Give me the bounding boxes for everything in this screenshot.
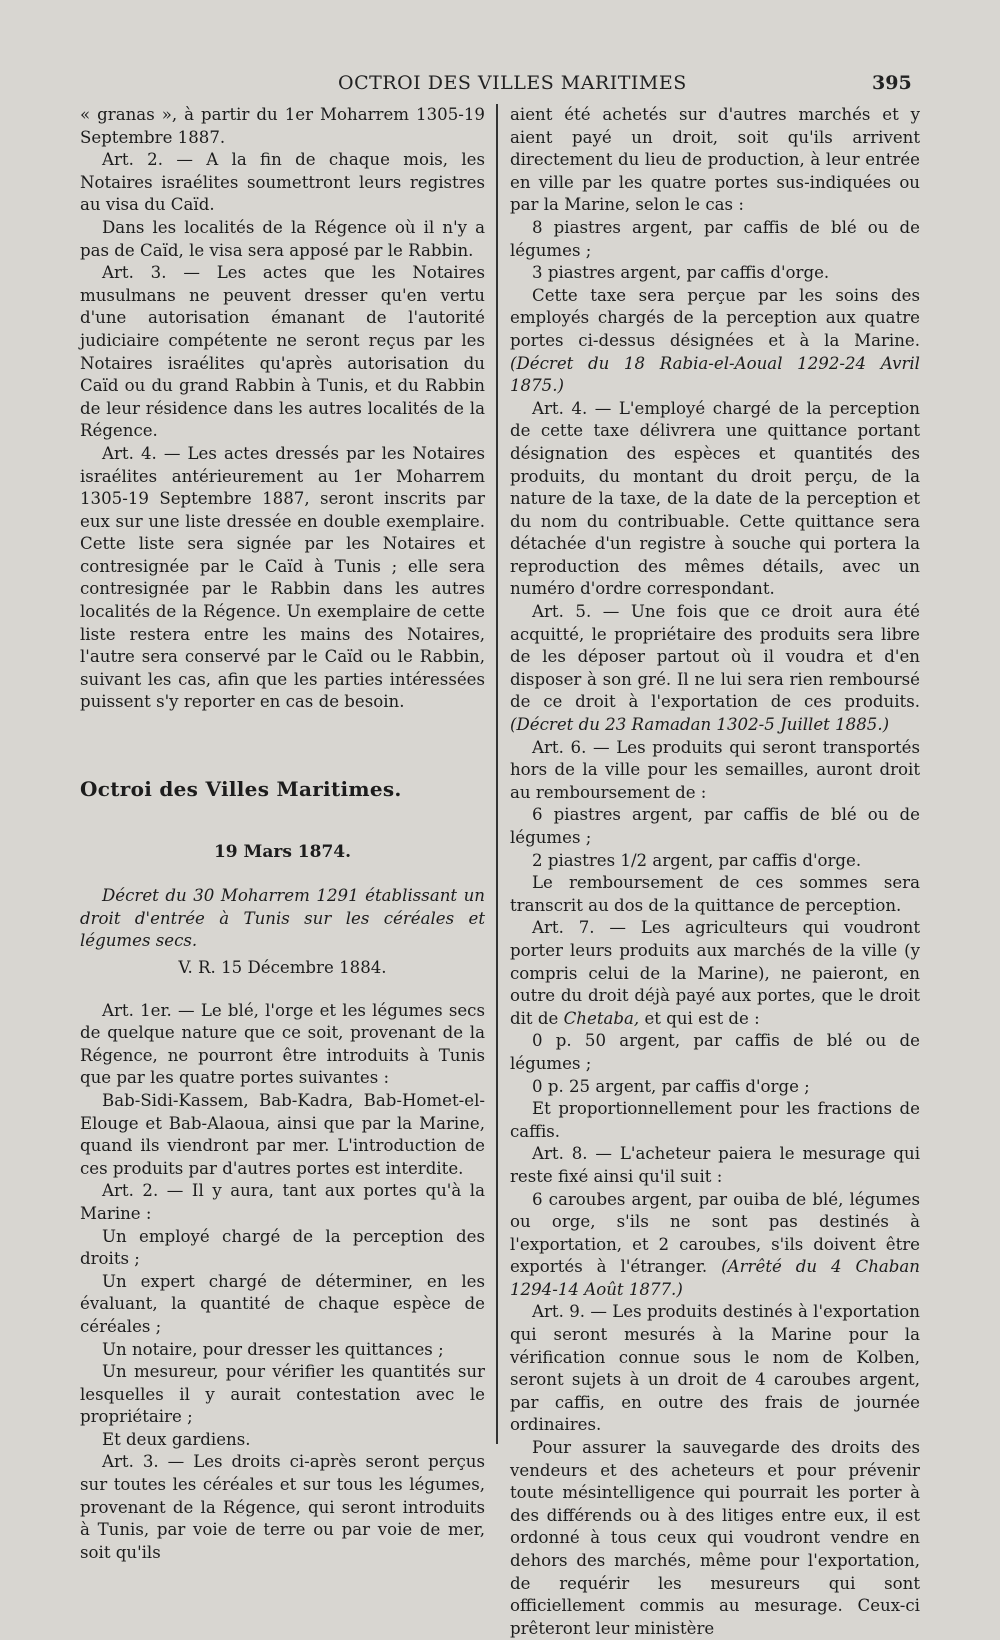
left-column <box>80 104 485 1564</box>
paragraph-text: et qui est de : <box>644 1008 760 1028</box>
legal-reference: (Décret du 23 Ramadan 1302-5 Juillet 1885.) <box>510 715 890 735</box>
paragraph-text: Art. 7. — Les agriculteurs qui voudront porter leurs produits aux marchés de la ville (y compris celui de la Marine), ne paieront, en outre du droit déjà payé aux portes, que le droit dit de <box>510 918 920 1028</box>
paragraph: Dans les localités de la Régence où il n'y a pas de Caïd, le visa sera apposé par le Rabbin. <box>80 217 485 260</box>
list-item: Un notaire, pour dresser les quittances ; <box>102 1339 444 1359</box>
list-item: 8 piastres argent, par caffis de blé ou de légumes ; <box>510 217 920 260</box>
list-item: Et deux gardiens. <box>102 1429 251 1449</box>
decree-date: 19 Mars 1874. <box>213 841 352 862</box>
article-1: Art. 1er. — Le blé, l'orge et les légumes secs de quelque nature que ce soit, provenant de la Régence, ne pourront être introduits à Tunis que par les quatre portes suivantes : <box>80 1000 485 1088</box>
article-2: Art. 2. — Il y aura, tant aux portes qu'à la Marine : <box>80 1181 485 1223</box>
list-item: 3 piastres argent, par caffis d'orge. <box>532 263 830 283</box>
column-divider <box>496 104 498 1444</box>
italic-term: Chetaba, <box>563 1008 640 1028</box>
right-column <box>510 104 920 1640</box>
article-7 <box>510 917 920 1030</box>
list-item: 2 piastres 1/2 argent, par caffis d'orge. <box>532 850 862 870</box>
paragraph: Et proportionnellement pour les fractions de caffis. <box>510 1099 920 1141</box>
article-9: Art. 9. — Les produits destinés à l'exportation qui seront mesurés à la Marine pour la vérification connue sous le nom de Kolben, seront sujets à un droit de 4 caroubes argent, par caffis, en outre des frais de journée ordinaires. <box>510 1302 920 1435</box>
list-item: Un mesureur, pour vérifier les quantités sur lesquelles il y aurait contestation avec le propriétaire ; <box>80 1362 485 1427</box>
legal-reference: (Arrêté du 4 Chaban 1294-14 Août 1877.) <box>510 1257 920 1299</box>
running-head <box>0 72 1000 102</box>
paragraph <box>510 285 920 398</box>
paragraph: « granas », à partir du 1er Moharrem 1305-19 Septembre 1887. <box>80 105 485 147</box>
article-4: Art. 4. — L'employé chargé de la perception de cette taxe délivrera une quittance portant désignation des espèces et quantités des produits, du montant du droit perçu, de la nature de la taxe, de la date de la perception et du nom du contribuable. Cette quittance sera détachée d'un registre à souche qui portera la reproduction des mêmes détails, avec un numéro d'ordre correspondant. <box>510 398 920 599</box>
page-number: 395 <box>872 72 912 94</box>
article-8: Art. 8. — L'acheteur paiera le mesurage qui reste fixé ainsi qu'il suit : <box>510 1144 920 1186</box>
paragraph-text: Art. 5. — Une fois que ce droit aura été acquitté, le propriétaire des produits sera libre de les déposer partout où il voudra et d'en disposer à son gré. Il ne lui sera rien remboursé de ce droit à l'exportation de ces produits. <box>510 602 920 712</box>
article-5 <box>510 601 920 737</box>
paragraph <box>510 1189 920 1302</box>
list-item: Un expert chargé de déterminer, en les évaluant, la quantité de chaque espèce de céréales ; <box>80 1271 485 1336</box>
paragraph: Bab-Sidi-Kassem, Bab-Kadra, Bab-Homet-el-Elouge et Bab-Alaoua, ainsi que par la Marine, quand ils viendront par mer. L'introduction de ces produits par d'autres portes est interdite. <box>80 1090 485 1178</box>
list-item: Un employé chargé de la perception des droits ; <box>80 1226 485 1269</box>
paragraph: Le remboursement de ces sommes sera transcrit au dos de la quittance de perception. <box>510 873 920 915</box>
paragraph: Pour assurer la sauvegarde des droits des vendeurs et des acheteurs et pour prévenir toute mésintelligence qui pourrait les porter à des différends ou à des litiges entre eux, il est ordonné à tous ceux qui voudront vendre en dehors des marchés, même pour l'exportation, de requérir les mesureurs qui sont officiellement commis au mesurage. Ceux-ci prêteront leur ministère <box>510 1438 920 1638</box>
decree-caption: Décret du 30 Moharrem 1291 établissant un droit d'entrée à Tunis sur les céréales et légumes secs. <box>80 886 485 951</box>
article-6: Art. 6. — Les produits qui seront transportés hors de la ville pour les semailles, auront droit au remboursement de : <box>510 737 920 802</box>
running-title: OCTROI DES VILLES MARITIMES <box>338 72 687 94</box>
paragraph: Art. 2. — A la fin de chaque mois, les Notaires israélites soumettront leurs registres au visa du Caïd. <box>80 150 485 215</box>
paragraph-text: 6 caroubes argent, par ouiba de blé, légumes ou orge, s'ils ne sont pas destinés à l'exportation, et 2 caroubes, s'ils doivent être exportés à l'étranger. <box>510 1189 920 1277</box>
list-item: 6 piastres argent, par caffis de blé ou de légumes ; <box>510 805 920 847</box>
section-title: Octroi des Villes Maritimes. <box>80 777 402 802</box>
article-3: Art. 3. — Les droits ci-après seront perçus sur toutes les céréales et sur tous les légumes, provenant de la Régence, qui seront introduits à Tunis, par voie de terre ou par voie de mer, soit qu'ils <box>80 1452 485 1562</box>
paragraph: aient été achetés sur d'autres marchés et y aient payé un droit, soit qu'ils arrivent directement du lieu de production, à leur entrée en ville par les quatre portes sus-indiquées ou par la Marine, selon le cas : <box>510 105 920 215</box>
paragraph: Art. 4. — Les actes dressés par les Notaires israélites antérieurement au 1er Moharrem 1305-19 Septembre 1887, seront inscrits par eux sur une liste dressée en double exemplaire. Cette liste sera signée par les Notaires et contresignée par le Caïd à Tunis ; elle sera contresignée par le Rabbin dans les autres localités de la Régence. Un exemplaire de cette liste restera entre les mains des Notaires, l'autre sera conservé par le Caïd ou le Rabbin, suivant les cas, afin que les parties intéressées puissent s'y reporter en cas de besoin. <box>80 443 485 712</box>
vr-reference: V. R. 15 Décembre 1884. <box>178 958 387 977</box>
paragraph: Art. 3. — Les actes que les Notaires musulmans ne peuvent dresser qu'en vertu d'une autorisation émanant de l'autorité judiciaire compétente ne seront reçus par les Notaires israélites qu'après autorisation du Caïd ou du grand Rabbin à Tunis, et du Rabbin de leur résidence dans les autres localités de la Régence. <box>80 263 485 441</box>
paragraph-text: Cette taxe sera perçue par les soins des employés chargés de la perception aux quatre portes ci-dessus désignées et à la Marine. <box>510 285 920 350</box>
list-item: 0 p. 50 argent, par caffis de blé ou de légumes ; <box>510 1031 920 1073</box>
list-item: 0 p. 25 argent, par caffis d'orge ; <box>532 1076 810 1096</box>
legal-reference: (Décret du 18 Rabia-el-Aoual 1292-24 Avril 1875.) <box>510 353 920 396</box>
